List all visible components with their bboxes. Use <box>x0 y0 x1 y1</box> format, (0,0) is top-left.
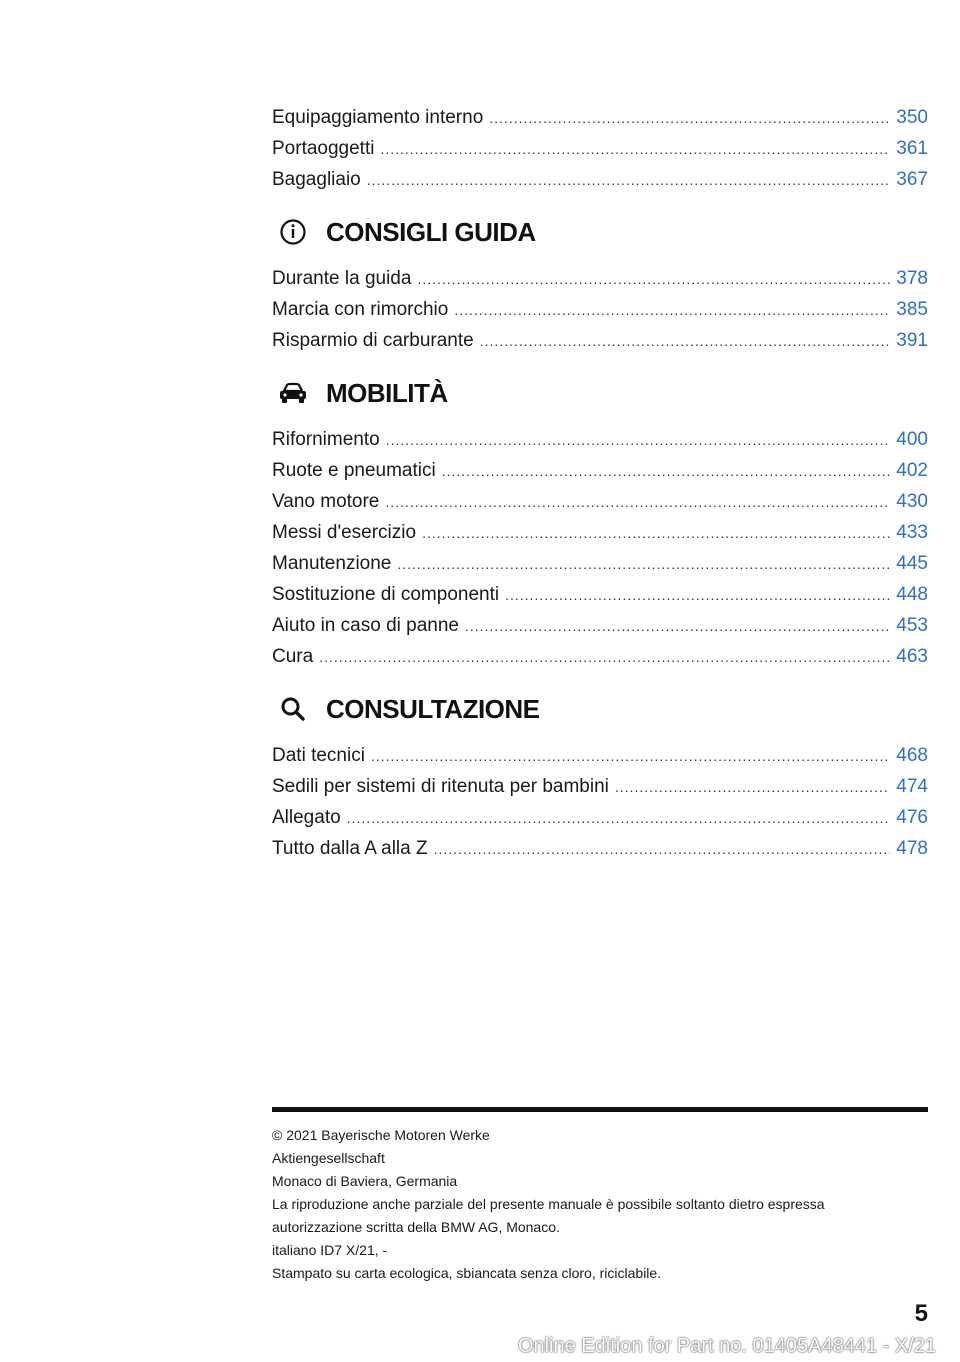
leader-dots <box>397 549 890 580</box>
toc-page-link[interactable]: 453 <box>896 615 928 636</box>
section-title: CONSIGLI GUIDA <box>326 216 536 247</box>
toc-entry-title: Durante la guida <box>272 268 412 289</box>
toc-entry[interactable] <box>272 455 928 486</box>
toc-entry-title: Sostituzione di componenti <box>272 584 500 605</box>
imprint-line: Aktiengesellschaft <box>272 1150 385 1166</box>
leader-dots <box>434 834 891 865</box>
leader-dots <box>454 295 890 326</box>
section-heading-mobilita <box>272 370 928 416</box>
leader-dots <box>480 326 891 357</box>
toc-page-link[interactable]: 361 <box>896 138 928 159</box>
toc-entry-title: Allegato <box>272 807 341 828</box>
leader-dots <box>442 456 891 487</box>
leader-dots <box>380 134 890 165</box>
toc-entry-title: Vano motore <box>272 491 380 512</box>
section-title: MOBILITÀ <box>326 377 448 408</box>
toc-page-link[interactable]: 400 <box>896 429 928 450</box>
toc-page-link[interactable]: 367 <box>896 169 928 190</box>
toc-entry-title: Sedili per sistemi di ritenuta per bambini <box>272 776 609 797</box>
section-heading-consultazione <box>272 686 928 732</box>
divider-rule <box>272 1107 928 1112</box>
leader-dots <box>347 803 891 834</box>
toc-entry[interactable] <box>272 517 928 548</box>
toc-page-link[interactable]: 378 <box>896 268 928 289</box>
toc-entry[interactable] <box>272 548 928 579</box>
imprint-line: italiano ID7 X/21, - <box>272 1242 388 1258</box>
toc-entry-title: Bagagliaio <box>272 169 361 190</box>
toc-page-link[interactable]: 385 <box>896 299 928 320</box>
leader-dots <box>465 611 890 642</box>
search-icon <box>278 694 308 724</box>
footer-watermark: Online Edition for Part no. 01405A48441 - X/21 <box>517 1335 936 1357</box>
imprint-line: © 2021 Bayerische Motoren Werke <box>272 1127 490 1143</box>
leader-dots <box>367 165 891 196</box>
toc-entry[interactable] <box>272 740 928 771</box>
toc-entry-title: Risparmio di carburante <box>272 330 474 351</box>
toc-page-link[interactable]: 350 <box>896 107 928 128</box>
toc-entry-title: Aiuto in caso di panne <box>272 615 459 636</box>
toc-page-link[interactable]: 445 <box>896 553 928 574</box>
toc-entry[interactable] <box>272 610 928 641</box>
toc-entry[interactable] <box>272 133 928 164</box>
toc-entry-title: Messi d'esercizio <box>272 522 417 543</box>
leader-dots <box>417 264 890 295</box>
toc-entry[interactable] <box>272 802 928 833</box>
toc-entry[interactable] <box>272 833 928 864</box>
toc-entry[interactable] <box>272 424 928 455</box>
toc-page-link[interactable]: 433 <box>896 522 928 543</box>
toc-page-link[interactable]: 474 <box>896 776 928 797</box>
leader-dots <box>385 487 890 518</box>
toc-page-link[interactable]: 463 <box>896 646 928 667</box>
leader-dots <box>505 580 890 611</box>
toc-page-link[interactable]: 402 <box>896 460 928 481</box>
section-heading-consigli-guida <box>272 209 928 255</box>
toc-entry[interactable] <box>272 771 928 802</box>
page-number: 5 <box>914 1300 928 1327</box>
table-of-contents <box>272 102 928 864</box>
toc-page-link[interactable]: 476 <box>896 807 928 828</box>
leader-dots <box>422 518 890 549</box>
imprint-line: autorizzazione scritta della BMW AG, Monaco. <box>272 1219 560 1235</box>
toc-entry[interactable] <box>272 164 928 195</box>
toc-entry-title: Marcia con rimorchio <box>272 299 449 320</box>
toc-page-link[interactable]: 448 <box>896 584 928 605</box>
imprint-line: La riproduzione anche parziale del presente manuale è possibile soltanto dietro espressa <box>272 1196 825 1212</box>
toc-entry[interactable] <box>272 102 928 133</box>
toc-entry-title: Manutenzione <box>272 553 392 574</box>
toc-entry[interactable] <box>272 579 928 610</box>
toc-entry-title: Portaoggetti <box>272 138 375 159</box>
imprint-block <box>272 1124 928 1285</box>
info-icon <box>278 217 308 247</box>
toc-page-link[interactable]: 391 <box>896 330 928 351</box>
toc-entry[interactable] <box>272 641 928 672</box>
leader-dots <box>371 741 890 772</box>
leader-dots <box>615 772 890 803</box>
toc-entry[interactable] <box>272 294 928 325</box>
toc-entry-title: Cura <box>272 646 314 667</box>
toc-entry-title: Rifornimento <box>272 429 380 450</box>
toc-page-link[interactable]: 468 <box>896 745 928 766</box>
toc-page-link[interactable]: 430 <box>896 491 928 512</box>
section-title: CONSULTAZIONE <box>326 693 540 724</box>
car-icon <box>278 378 308 408</box>
leader-dots <box>489 103 890 134</box>
toc-entry[interactable] <box>272 263 928 294</box>
toc-page-link[interactable]: 478 <box>896 838 928 859</box>
imprint-line: Monaco di Baviera, Germania <box>272 1173 458 1189</box>
toc-entry-title: Ruote e pneumatici <box>272 460 436 481</box>
toc-entry[interactable] <box>272 486 928 517</box>
toc-entry-title: Equipaggiamento interno <box>272 107 484 128</box>
leader-dots <box>319 642 890 673</box>
toc-entry-title: Dati tecnici <box>272 745 365 766</box>
leader-dots <box>386 425 891 456</box>
imprint-line: Stampato su carta ecologica, sbiancata senza cloro, riciclabile. <box>272 1265 662 1281</box>
toc-entry-title: Tutto dalla A alla Z <box>272 838 428 859</box>
toc-entry[interactable] <box>272 325 928 356</box>
